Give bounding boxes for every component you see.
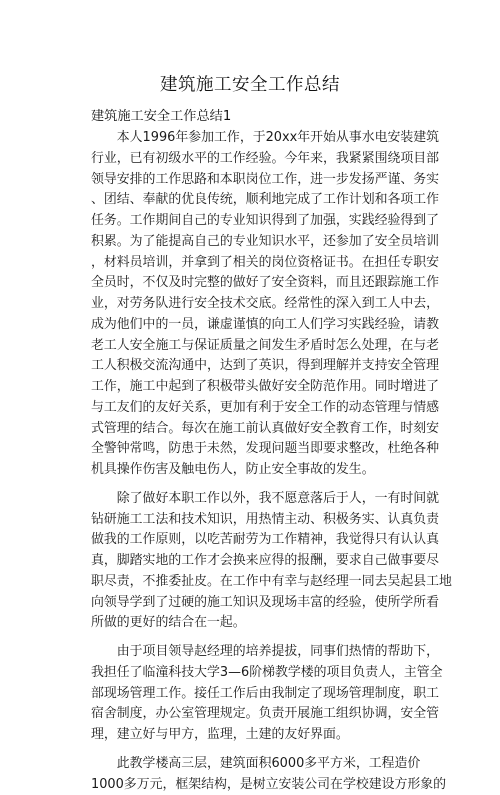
text-line: 全警钟常鸣，防患于未然，发现问题当即要求整改，杜绝各种 [91,439,411,460]
text-line: 工人积极交流沟通中，达到了英识，得到理解并支持安全管理 [91,356,411,377]
text-line: 做我的工作原则，以吃苦耐劳为工作精神，我觉得只有认认真 [91,530,411,551]
text-line: 机具操作伤害及触电伤人，防止安全事故的发生。 [91,460,411,481]
text-line: 工作，施工中起到了积极带头做好安全防范作用。同时增进了 [91,377,411,398]
text-line: 积累。为了能提高自己的专业知识水平，还参加了安全员培训 [91,232,411,253]
text-line: 向领导学到了过硬的施工知识及现场丰富的经验，使所学所看 [91,593,411,614]
text-line: 理，建立好与甲方，监理，土建的友好界面。 [91,725,411,746]
text-line: 1000多万元，框架结构，是树立安装公司在学校建设方形象的 [91,775,411,795]
text-line: 老工人安全施工与保证质量之间发生矛盾时怎么处理，在与老 [91,336,411,357]
text-line: 除了做好本职工作以外，我不愿意落后于人，一有时间就 [91,489,411,510]
document-body [91,128,411,795]
text-line: 由于项目领导赵经理的培养提拔，同事们热情的帮助下， [91,642,411,663]
text-line: 此教学楼高三层，建筑面积6000多平方米，工程造价 [91,754,411,775]
text-line: 式管理的结合。每次在施工前认真做好安全教育工作，时刻安 [91,419,411,440]
text-line: 钻研施工工法和技术知识，用热情主动、积极务实、认真负责 [91,510,411,531]
text-line: 本人1996年参加工作，于20xx年开始从事水电安装建筑 [91,128,411,149]
section-heading: 建筑施工安全工作总结1 [91,107,231,127]
text-line: 成为他们中的一员，谦虚谨慎的向工人们学习实践经验，请教 [91,315,411,336]
text-line: 任务。工作期间自己的专业知识得到了加强，实践经验得到了 [91,211,411,232]
text-line: 职尽责，不推委扯皮。在工作中有幸与赵经理一同去吴起县工地 [91,572,411,593]
text-line: 所做的更好的结合在一起。 [91,613,411,634]
text-line: 、团结、奉献的优良传统，顺利地完成了工作计划和各项工作 [91,190,411,211]
paragraph [91,642,411,746]
text-line: 与工友们的友好关系，更加有利于安全工作的动态管理与情感 [91,398,411,419]
text-line: ，材料员培训，并拿到了相关的岗位资格证书。在担任专职安 [91,253,411,274]
text-line: 行业，已有初级水平的工作经验。今年来，我紧紧围绕项目部 [91,149,411,170]
text-line: 部现场管理工作。接任工作后由我制定了现场管理制度，职工 [91,684,411,705]
text-line: 业，对劳务队进行安全技术交底。经常性的深入到工人中去， [91,294,411,315]
text-line: 真，脚踏实地的工作才会换来应得的报酬，要求自己做事要尽 [91,551,411,572]
paragraph [91,128,411,481]
paragraph [91,754,411,795]
text-line: 领导安排的工作思路和本职岗位工作，进一步发扬严谨、务实 [91,170,411,191]
document-title: 建筑施工安全工作总结 [0,73,500,97]
text-line: 我担任了临潼科技大学3—6阶梯教学楼的项目负责人，主管全 [91,663,411,684]
paragraph [91,489,411,634]
text-line: 宿舍制度，办公室管理规定。负责开展施工组织协调，安全管 [91,704,411,725]
text-line: 全员时，不仅及时完整的做好了安全资料，而且还跟踪施工作 [91,273,411,294]
